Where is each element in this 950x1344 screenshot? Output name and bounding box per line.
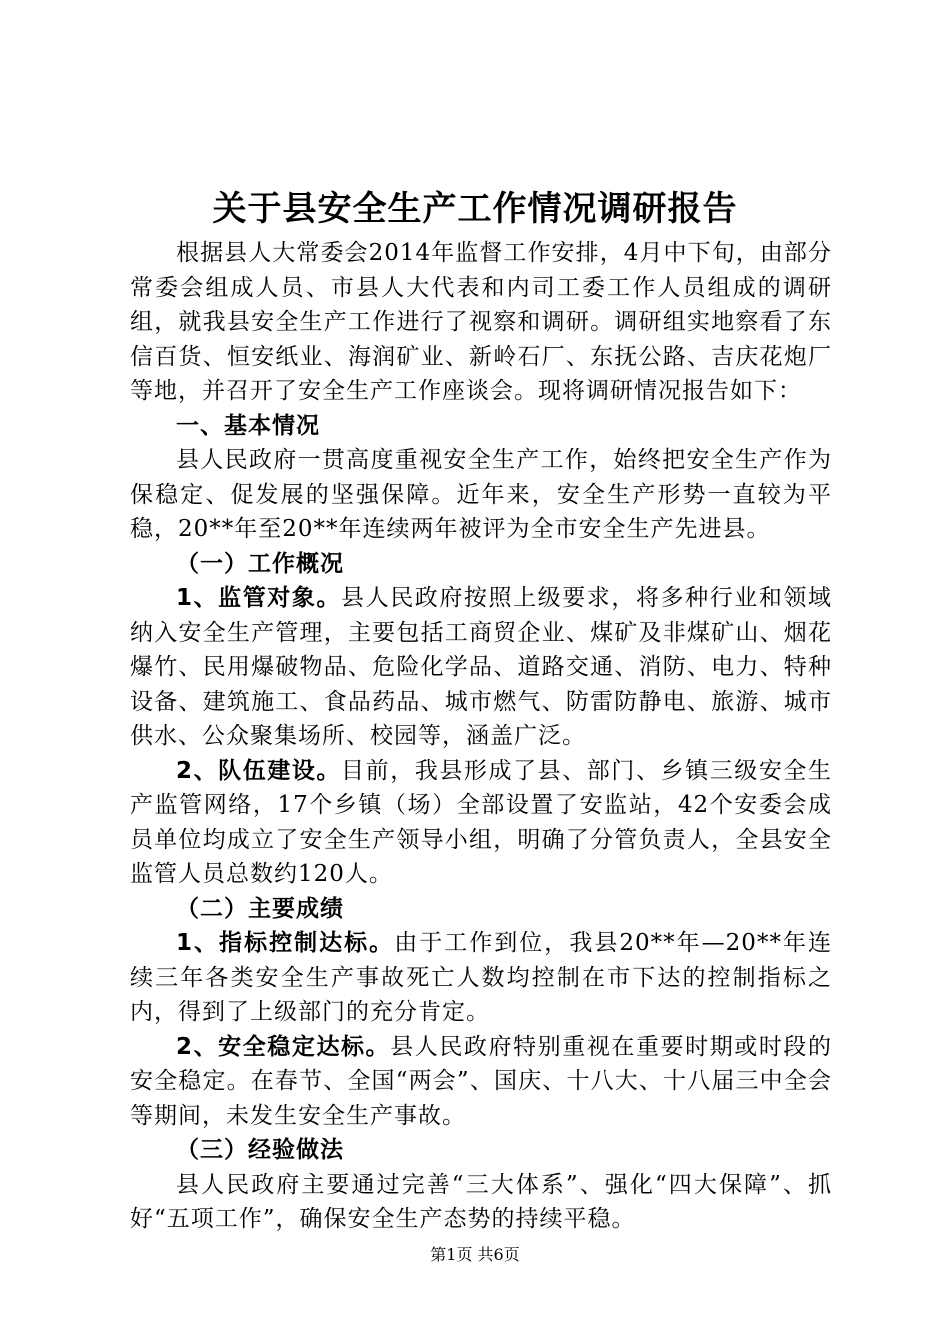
achievement-item-2	[130, 1030, 832, 1134]
item-text: 由于工作到位，我县20**年—20**年连续三年各类安全生产事故死亡人数均控制在市下达的控制指标之内，得到了上级部门的充分肯定。	[130, 930, 832, 1025]
item-lead: 1、指标控制达标。	[176, 930, 395, 956]
achievement-item-1	[130, 926, 832, 1030]
subsection-heading-overview: （一）工作概况	[176, 550, 344, 577]
item-lead: 2、安全稳定达标。	[176, 1033, 391, 1060]
item-text: 县人民政府特别重视在重要时期或时段的安全稳定。在春节、全国“两会”、国庆、十八大、十八届三中全会等期间，未发生安全生产事故。	[130, 1033, 833, 1129]
overview-item-1	[130, 581, 832, 754]
document-title: 关于县安全生产工作情况调研报告	[212, 189, 738, 229]
basic-situation-paragraph: 县人民政府一贯高度重视安全生产工作，始终把安全生产作为保稳定、促发展的坚强保障。近年来，安全生产形势一直较为平稳，20**年至20**年连续两年被评为全市安全生产先进县。	[130, 447, 832, 542]
intro-paragraph: 根据县人大常委会2014年监督工作安排，4月中下旬，由部分常委会组成人员、市县人大代表和内司工委工作人员组成的调研组，就我县安全生产工作进行了视察和调研。调研组实地察看了东信百货、恒安纸业、海润矿业、新岭石厂、东抚公路、吉庆花炮厂等地，并召开了安全生产工作座谈会。现将调研情况报告如下：	[130, 240, 832, 404]
page-footer: 第1页 共6页	[430, 1245, 520, 1264]
item-lead: 1、监管对象。	[176, 585, 342, 611]
section-heading-basic: 一、基本情况	[176, 412, 320, 439]
item-lead: 2、队伍建设。	[176, 757, 342, 784]
item-text: 目前，我县形成了县、部门、乡镇三级安全生产监管网络，17个乡镇（场）全部设置了安监站，42个安委会成员单位均成立了安全生产领导小组，明确了分管负责人，全县安全监管人员总数约120人。	[130, 757, 832, 887]
document-body	[130, 236, 832, 1237]
overview-item-2	[130, 754, 832, 892]
experience-paragraph: 县人民政府主要通过完善“三大体系”、强化“四大保障”、抓好“五项工作”，确保安全生产态势的持续平稳。	[130, 1171, 832, 1232]
subsection-heading-achievements: （二）主要成绩	[176, 895, 344, 922]
item-text: 县人民政府按照上级要求，将多种行业和领域纳入安全生产管理，主要包括工商贸企业、煤矿及非煤矿山、烟花爆竹、民用爆破物品、危险化学品、道路交通、消防、电力、特种设备、建筑施工、食品药品、城市燃气、防雷防静电、旅游、城市供水、公众聚集场所、校园等，涵盖广泛。	[130, 585, 832, 749]
subsection-heading-experience: （三）经验做法	[176, 1137, 344, 1163]
